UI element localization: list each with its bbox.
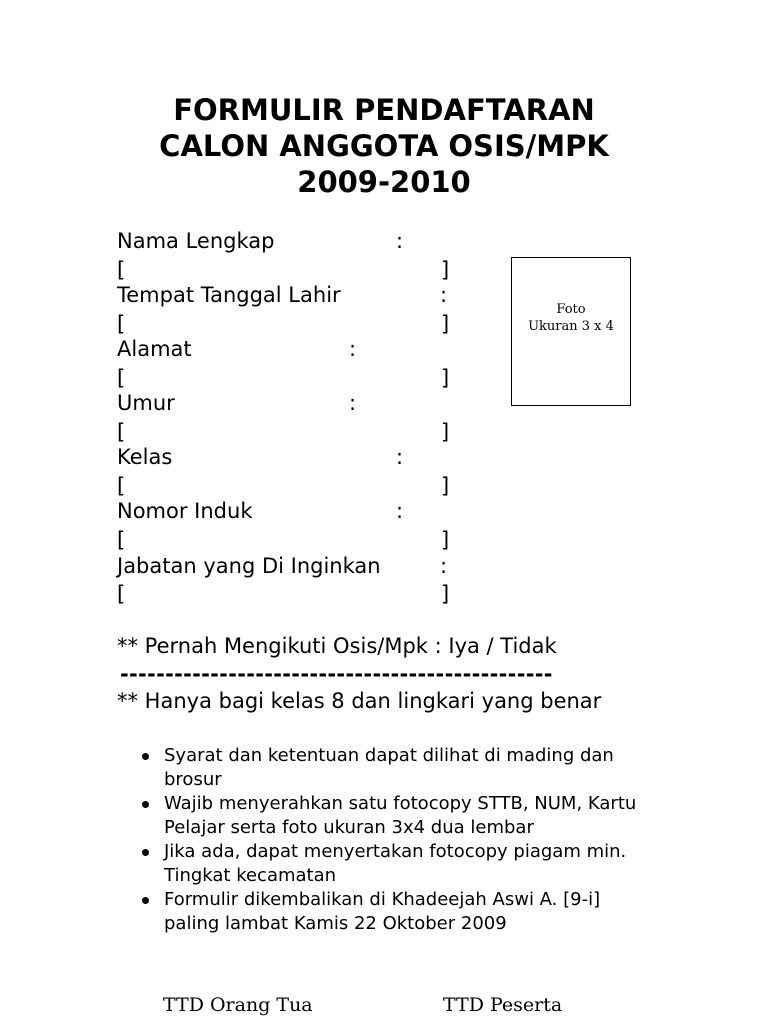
field-label: Alamat (117, 337, 192, 361)
dashed-divider: ------------------------------------------------ (120, 662, 553, 686)
field-input-kelas[interactable] (117, 473, 457, 500)
open-bracket: [ (117, 528, 126, 552)
open-bracket: [ (117, 420, 126, 444)
field-colon: : (396, 499, 404, 523)
title-line-2: CALON ANGGOTA OSIS/MPK (159, 129, 609, 163)
field-label: Tempat Tanggal Lahir (117, 283, 341, 307)
list-item (140, 744, 655, 792)
list-item (140, 840, 655, 888)
close-bracket: ] (441, 528, 450, 552)
bullet-icon (142, 849, 149, 856)
close-bracket: ] (441, 258, 450, 282)
field-umur (117, 390, 497, 417)
list-item (140, 792, 655, 840)
field-input-tempat-tanggal-lahir[interactable] (117, 311, 457, 338)
field-label: Umur (117, 391, 175, 415)
osis-experience-question: ** Pernah Mengikuti Osis/Mpk : Iya / Tidak (117, 634, 557, 658)
field-label: Jabatan yang Di Inginkan (117, 554, 381, 578)
open-bracket: [ (117, 582, 126, 606)
field-nomor-induk (117, 498, 497, 525)
field-colon: : (396, 445, 404, 469)
photo-label: Foto (556, 302, 586, 317)
field-input-jabatan[interactable] (117, 581, 457, 608)
field-colon: : (440, 283, 448, 307)
title-line-3: 2009-2010 (297, 165, 471, 199)
title-line-1: FORMULIR PENDAFTARAN (173, 93, 595, 127)
field-colon: : (396, 229, 404, 253)
field-tempat-tanggal-lahir (117, 282, 497, 309)
photo-size-label: Ukuran 3 x 4 (528, 319, 614, 334)
list-item-text: Wajib menyerahkan satu fotocopy STTB, NUM, Kartu Pelajar serta foto ukuran 3x4 dua lembar (164, 793, 637, 838)
list-item-text: Syarat dan ketentuan dapat dilihat di mading dan brosur (164, 745, 614, 790)
field-input-nomor-induk[interactable] (117, 527, 457, 554)
requirements-list (140, 744, 655, 936)
close-bracket: ] (441, 312, 450, 336)
field-label: Nama Lengkap (117, 229, 275, 253)
close-bracket: ] (441, 582, 450, 606)
open-bracket: [ (117, 366, 126, 390)
field-input-alamat[interactable] (117, 365, 457, 392)
field-colon: : (440, 554, 448, 578)
list-item-text: Formulir dikembalikan di Khadeejah Aswi A. [9-i] paling lambat Kamis 22 Oktober 2009 (164, 889, 601, 934)
close-bracket: ] (441, 474, 450, 498)
parent-signature-label: TTD Orang Tua (163, 994, 313, 1016)
field-kelas (117, 444, 497, 471)
form-title (0, 92, 768, 200)
list-item (140, 888, 655, 936)
class-8-note: ** Hanya bagi kelas 8 dan lingkari yang benar (117, 689, 602, 713)
open-bracket: [ (117, 258, 126, 282)
field-colon: : (349, 391, 357, 415)
bullet-icon (142, 753, 149, 760)
bullet-icon (142, 897, 149, 904)
open-bracket: [ (117, 312, 126, 336)
photo-placeholder-box (511, 257, 631, 406)
close-bracket: ] (441, 366, 450, 390)
field-label: Kelas (117, 445, 173, 469)
bullet-icon (142, 801, 149, 808)
field-alamat (117, 336, 497, 363)
field-colon: : (349, 337, 357, 361)
field-label: Nomor Induk (117, 499, 253, 523)
field-nama-lengkap (117, 228, 497, 255)
list-item-text: Jika ada, dapat menyertakan fotocopy piagam min. Tingkat kecamatan (164, 841, 627, 886)
close-bracket: ] (441, 420, 450, 444)
field-input-umur[interactable] (117, 419, 457, 446)
participant-signature-label: TTD Peserta (443, 994, 563, 1016)
field-input-nama-lengkap[interactable] (117, 257, 457, 284)
open-bracket: [ (117, 474, 126, 498)
field-jabatan (117, 553, 497, 580)
